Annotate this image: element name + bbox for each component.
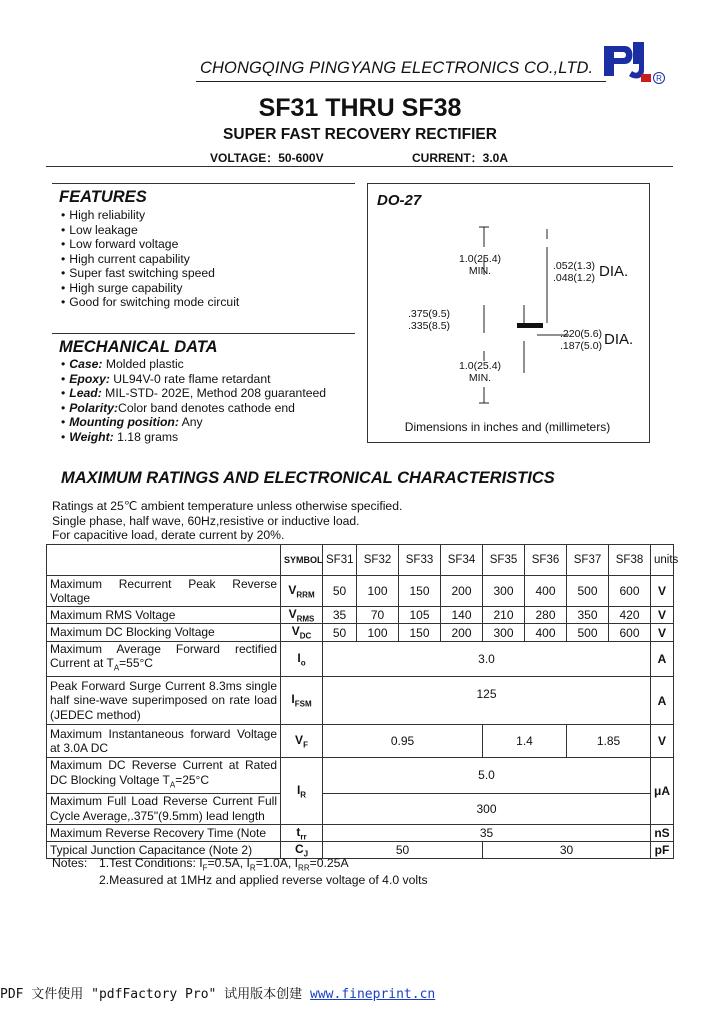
value-cell: 500 xyxy=(567,576,609,607)
lead-diameter-label: .052(1.3) .048(1.2) xyxy=(553,260,596,284)
param-cell: Peak Forward Surge Current 8.3ms single half sine-wave superimposed on rate load (JEDEC method) xyxy=(47,677,281,725)
table-row xyxy=(47,576,674,607)
unit-cell: V xyxy=(651,725,674,758)
unit-cell: pF xyxy=(651,841,674,858)
features-list xyxy=(61,208,239,310)
symbol-cell: $V_{RMS}$ xyxy=(281,607,323,624)
mechanical-rule xyxy=(52,333,355,334)
list-item: • High current capability xyxy=(61,252,239,267)
list-item: • Super fast switching speed xyxy=(61,266,239,281)
footer-text: PDF 文件使用 "pdfFactory Pro" 试用版本创建 xyxy=(0,987,311,1002)
list-item: • High reliability xyxy=(61,208,239,223)
parameter-header xyxy=(47,545,281,576)
mechanical-list xyxy=(61,357,326,444)
param-cell: Maximum RMS Voltage xyxy=(47,607,281,624)
table-row xyxy=(47,607,674,624)
param-cell: Maximum Instantaneous forward Voltage at 3.0A DC xyxy=(47,725,281,758)
voltage-spec: VOLTAGE：50-600V xyxy=(210,151,324,165)
part-header: SF33 xyxy=(399,545,441,576)
value-cell: 200 xyxy=(441,624,483,641)
ratings-table xyxy=(46,544,679,859)
unit-cell: V xyxy=(651,624,674,641)
features-heading: FEATURES xyxy=(59,188,147,206)
value-cell: 300 xyxy=(483,624,525,641)
list-item: • Case: Molded plastic xyxy=(61,357,326,372)
cathode-band xyxy=(517,323,543,328)
value-cell: 1.85 xyxy=(567,725,651,758)
list-item: • Lead: MIL-STD- 202E, Method 208 guaranteed xyxy=(61,386,326,401)
value-cell: 400 xyxy=(525,624,567,641)
value-cell: 50 xyxy=(323,624,357,641)
top-rule xyxy=(46,166,673,167)
package-name: DO-27 xyxy=(377,192,422,209)
value-cell: 210 xyxy=(483,607,525,624)
table-row xyxy=(47,545,674,576)
table-row xyxy=(47,641,674,676)
value-cell: 30 xyxy=(483,841,651,858)
units-header: units xyxy=(651,545,674,576)
value-cell: 3.0 xyxy=(323,641,651,676)
value-cell: 105 xyxy=(399,607,441,624)
value-cell: 100 xyxy=(357,576,399,607)
value-cell: 150 xyxy=(399,576,441,607)
value-cell: 300 xyxy=(483,576,525,607)
condition-line: For capacitive load, derate current by 20%. xyxy=(52,528,285,542)
symbol-cell: $I_o$ xyxy=(281,641,323,676)
header-rule xyxy=(196,81,606,82)
value-cell: 125 xyxy=(323,677,651,725)
param-cell: Maximum Reverse Recovery Time (Note xyxy=(47,824,281,841)
value-cell: 70 xyxy=(357,607,399,624)
symbol-cell: $I_R$ xyxy=(281,758,323,824)
list-item: • Polarity:Color band denotes cathode end xyxy=(61,401,326,416)
value-cell: 500 xyxy=(567,624,609,641)
dimensions-caption: Dimensions in inches and (millimeters) xyxy=(404,420,611,434)
param-cell: Maximum Full Load Reverse Current Full Cycle Average,.375"(9.5mm) lead length xyxy=(47,793,281,824)
list-item: • Low forward voltage xyxy=(61,237,239,252)
param-cell: Maximum DC Reverse Current at Rated DC Blocking Voltage $T_A=25^\circ C$ xyxy=(47,758,281,793)
unit-cell: V xyxy=(651,576,674,607)
value-cell: 50 xyxy=(323,576,357,607)
list-item: • Epoxy: UL94V-0 rate flame retardant xyxy=(61,372,326,387)
value-cell: 35 xyxy=(323,824,651,841)
value-cell: 0.95 xyxy=(323,725,483,758)
part-header: SF32 xyxy=(357,545,399,576)
page-title: SF31 THRU SF38 xyxy=(258,94,462,122)
footer-link[interactable]: www.fineprint.cn xyxy=(310,987,436,1002)
notes-label: Notes: xyxy=(52,856,88,870)
list-item: • Low leakage xyxy=(61,223,239,238)
part-header: SF34 xyxy=(441,545,483,576)
symbol-header: SYMBOL xyxy=(281,545,323,576)
body-diameter-label: .220(5.6) .187(5.0) xyxy=(560,328,603,352)
value-cell: 350 xyxy=(567,607,609,624)
unit-cell: μA xyxy=(651,758,674,824)
mechanical-heading: MECHANICAL DATA xyxy=(59,338,218,356)
part-header: SF35 xyxy=(483,545,525,576)
company-name: CHONGQING PINGYANG ELECTRONICS CO.,LTD. xyxy=(200,59,594,77)
lead-length-label-2: 1.0(25.4) MIN. xyxy=(459,360,502,384)
unit-cell: nS xyxy=(651,824,674,841)
part-header: SF38 xyxy=(609,545,651,576)
ratings-heading: MAXIMUM RATINGS AND ELECTRONICAL CHARACTERISTICS xyxy=(61,469,555,487)
value-cell: 150 xyxy=(399,624,441,641)
unit-cell: V xyxy=(651,607,674,624)
param-cell: Maximum DC Blocking Voltage xyxy=(47,624,281,641)
list-item: • Good for switching mode circuit xyxy=(61,295,239,310)
value-cell: 140 xyxy=(441,607,483,624)
table-row xyxy=(47,758,674,793)
symbol-cell: $I_{FSM}$ xyxy=(281,677,323,725)
note-1: 1.Test Conditions: $I_F=0.5A$, $I_R=1.0A$, $I_{RR}=0.25A$ xyxy=(99,856,349,873)
symbol-cell: $V_{RRM}$ xyxy=(281,576,323,607)
value-cell: 420 xyxy=(609,607,651,624)
param-cell: Typical Junction Capacitance (Note 2) xyxy=(47,841,281,858)
part-header: SF31 xyxy=(323,545,357,576)
part-header: SF37 xyxy=(567,545,609,576)
lead-dia-label: DIA. xyxy=(599,263,629,280)
table-row xyxy=(47,824,674,841)
value-cell: 280 xyxy=(525,607,567,624)
value-cell: 200 xyxy=(441,576,483,607)
page-subtitle: SUPER FAST RECOVERY RECTIFIER xyxy=(223,126,497,143)
value-cell: 600 xyxy=(609,576,651,607)
body-dia-label: DIA. xyxy=(604,331,634,348)
symbol-cell: $V_F$ xyxy=(281,725,323,758)
list-item: • Mounting position: Any xyxy=(61,415,326,430)
table-row xyxy=(47,677,674,725)
table-row xyxy=(47,624,674,641)
unit-cell: A xyxy=(651,641,674,676)
param-cell: Maximum Average Forward rectified Current at $T_A=55^\circ C$ xyxy=(47,641,281,676)
list-item: • High surge capability xyxy=(61,281,239,296)
value-cell: 400 xyxy=(525,576,567,607)
current-spec: CURRENT：3.0A xyxy=(412,151,509,165)
value-cell: 100 xyxy=(357,624,399,641)
condition-line: Single phase, half wave, 60Hz,resistive or inductive load. xyxy=(52,514,360,528)
lead-length-label: 1.0(25.4) MIN. xyxy=(459,253,502,277)
value-cell: 35 xyxy=(323,607,357,624)
body-length-label: .375(9.5) .335(8.5) xyxy=(408,308,451,332)
condition-line: Ratings at 25℃ ambient temperature unless otherwise specified. xyxy=(52,499,403,513)
company-logo xyxy=(601,40,669,86)
svg-text:R: R xyxy=(656,74,662,83)
unit-cell: A xyxy=(651,677,674,725)
value-cell: 1.4 xyxy=(483,725,567,758)
param-cell: Maximum Recurrent Peak Reverse Voltage xyxy=(47,576,281,607)
table-row xyxy=(47,793,674,824)
symbol-cell: $C_J$ xyxy=(281,841,323,858)
value-cell: 300 xyxy=(323,793,651,824)
features-rule xyxy=(52,183,355,184)
part-header: SF36 xyxy=(525,545,567,576)
pdf-footer xyxy=(0,983,435,1002)
table-row xyxy=(47,725,674,758)
value-cell: 600 xyxy=(609,624,651,641)
value-cell: 50 xyxy=(323,841,483,858)
value-cell: 5.0 xyxy=(323,758,651,793)
note-2: 2.Measured at 1MHz and applied reverse voltage of 4.0 volts xyxy=(99,873,428,887)
symbol-cell: $t_{rr}$ xyxy=(281,824,323,841)
list-item: • Weight: 1.18 grams xyxy=(61,430,326,445)
symbol-cell: $V_{DC}$ xyxy=(281,624,323,641)
